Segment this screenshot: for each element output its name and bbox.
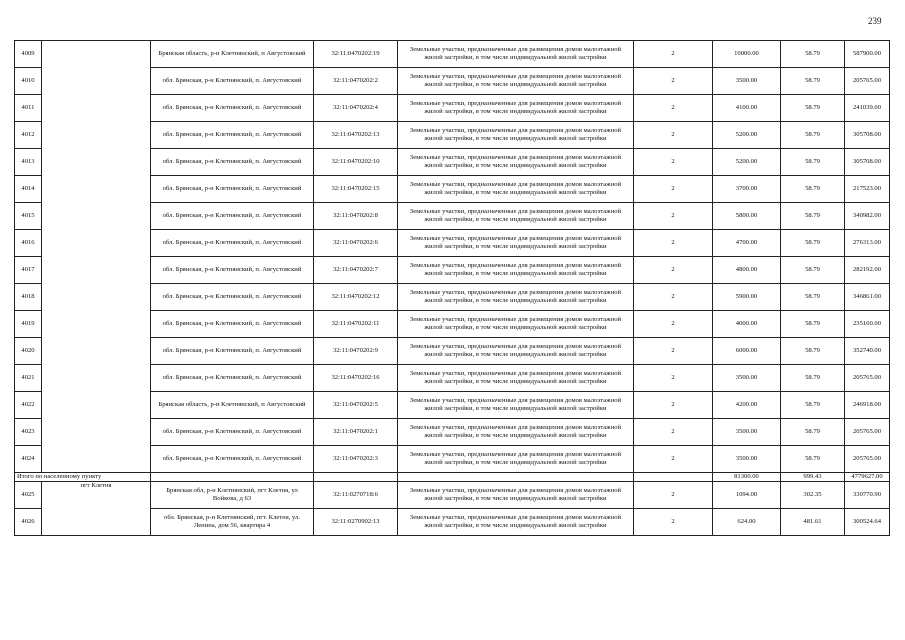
rate-cell: 58.79 (781, 176, 845, 203)
row-number: 4011 (15, 95, 42, 122)
group-cell: 2 (634, 95, 713, 122)
area-cell: 4200.00 (713, 392, 781, 419)
address-cell: обл. Брянская, р-н Клетнянский, п. Августовский (151, 95, 314, 122)
group-cell: 2 (634, 284, 713, 311)
address-cell: обл. Брянская, р-н Клетнянский, п. Августовский (151, 311, 314, 338)
row-number: 4022 (15, 392, 42, 419)
area-cell: 4700.00 (713, 230, 781, 257)
area-cell: 10000.00 (713, 41, 781, 68)
address-cell: обл. Брянская, р-н Клетнянский, п. Августовский (151, 230, 314, 257)
subtotal-rate: 999.43 (781, 473, 845, 482)
address-cell: обл. Брянская, р-н Клетнянский, пгт. Клетня, ул. Ленина, дом 56, квартира 4 (151, 509, 314, 536)
rate-cell: 58.79 (781, 95, 845, 122)
rate-cell: 58.79 (781, 446, 845, 473)
group-cell: 2 (634, 419, 713, 446)
group-cell: 2 (634, 392, 713, 419)
address-cell: обл. Брянская, р-н Клетнянский, п. Августовский (151, 122, 314, 149)
cadastral-number: 32:11:0470202:9 (314, 338, 398, 365)
group-cell: 2 (634, 68, 713, 95)
address-cell: Брянская область, р-н Клетнянский, п Августовский (151, 41, 314, 68)
area-cell: 5800.00 (713, 203, 781, 230)
rate-cell: 58.79 (781, 311, 845, 338)
subtotal-area: 81300.00 (713, 473, 781, 482)
land-use-cell: Земельные участки, предназначенные для размещения домов малоэтажной жилой застройки, в том числе индивидуальной жилой застройки (398, 365, 634, 392)
cadastral-value-cell: 305708.00 (845, 122, 890, 149)
cadastral-value-cell: 241039.00 (845, 95, 890, 122)
area-cell: 624.00 (713, 509, 781, 536)
area-cell: 5200.00 (713, 149, 781, 176)
area-cell: 3500.00 (713, 365, 781, 392)
cadastral-value-cell: 205765.00 (845, 365, 890, 392)
group-cell: 2 (634, 365, 713, 392)
rate-cell: 58.79 (781, 203, 845, 230)
area-cell: 5900.00 (713, 284, 781, 311)
land-use-cell: Земельные участки, предназначенные для размещения домов малоэтажной жилой застройки, в том числе индивидуальной жилой застройки (398, 203, 634, 230)
rate-cell: 481.61 (781, 509, 845, 536)
area-cell: 4100.00 (713, 95, 781, 122)
locality-cell: пгт Клетня (42, 482, 151, 536)
address-cell: обл. Брянская, р-н Клетнянский, п. Августовский (151, 365, 314, 392)
land-use-cell: Земельные участки, предназначенные для размещения домов малоэтажной жилой застройки, в том числе индивидуальной жилой застройки (398, 95, 634, 122)
empty-cell (151, 473, 314, 482)
cadastral-number: 32:11:0470202:8 (314, 203, 398, 230)
empty-cell (314, 473, 398, 482)
table-row (15, 41, 890, 68)
group-cell: 2 (634, 122, 713, 149)
row-number: 4025 (15, 482, 42, 509)
group-cell: 2 (634, 257, 713, 284)
cadastral-number: 32:11:0470202:15 (314, 176, 398, 203)
cadastral-value-cell: 587900.00 (845, 41, 890, 68)
rate-cell: 58.79 (781, 68, 845, 95)
cadastral-value-cell: 246918.00 (845, 392, 890, 419)
group-cell: 2 (634, 509, 713, 536)
row-number: 4019 (15, 311, 42, 338)
row-number: 4020 (15, 338, 42, 365)
cadastral-number: 32:11:0470202:16 (314, 365, 398, 392)
cadastral-number: 32:11:0470202:7 (314, 257, 398, 284)
rate-cell: 58.79 (781, 419, 845, 446)
area-cell: 3500.00 (713, 68, 781, 95)
row-number: 4012 (15, 122, 42, 149)
group-cell: 2 (634, 446, 713, 473)
subtotal-value: 4779627.00 (845, 473, 890, 482)
land-use-cell: Земельные участки, предназначенные для размещения домов малоэтажной жилой застройки, в том числе индивидуальной жилой застройки (398, 419, 634, 446)
address-cell: обл. Брянская, р-н Клетнянский, п. Августовский (151, 284, 314, 311)
subtotal-row (15, 473, 890, 482)
cadastral-number: 32:11:0470202:12 (314, 284, 398, 311)
land-use-cell: Земельные участки, предназначенные для размещения домов малоэтажной жилой застройки, в том числе индивидуальной жилой застройки (398, 230, 634, 257)
rate-cell: 58.79 (781, 41, 845, 68)
rate-cell: 58.79 (781, 122, 845, 149)
cadastral-number: 32:11:0270902:13 (314, 509, 398, 536)
group-cell: 2 (634, 230, 713, 257)
page-number: 239 (868, 16, 882, 26)
land-use-cell: Земельные участки, предназначенные для размещения домов малоэтажной жилой застройки, в том числе индивидуальной жилой застройки (398, 284, 634, 311)
cadastral-number: 32:11:0470202:10 (314, 149, 398, 176)
rate-cell: 58.79 (781, 257, 845, 284)
address-cell: обл. Брянская, р-н Клетнянский, п. Августовский (151, 446, 314, 473)
cadastral-value-cell: 340982.00 (845, 203, 890, 230)
cadastral-value-cell: 205765.00 (845, 419, 890, 446)
cadastral-value-cell: 305708.00 (845, 149, 890, 176)
row-number: 4018 (15, 284, 42, 311)
empty-cell (634, 473, 713, 482)
area-cell: 4000.00 (713, 311, 781, 338)
group-cell: 2 (634, 338, 713, 365)
address-cell: обл. Брянская, р-н Клетнянский, п. Августовский (151, 419, 314, 446)
cadastral-number: 32:11:0470202:6 (314, 230, 398, 257)
row-number: 4013 (15, 149, 42, 176)
row-number: 4017 (15, 257, 42, 284)
group-cell: 2 (634, 311, 713, 338)
row-number: 4014 (15, 176, 42, 203)
cadastral-value-cell: 282192.00 (845, 257, 890, 284)
land-use-cell: Земельные участки, предназначенные для размещения домов малоэтажной жилой застройки, в том числе индивидуальной жилой застройки (398, 122, 634, 149)
land-use-cell: Земельные участки, предназначенные для размещения домов малоэтажной жилой застройки, в том числе индивидуальной жилой застройки (398, 446, 634, 473)
table-body (15, 41, 890, 536)
cadastral-value-cell: 205765.00 (845, 446, 890, 473)
cadastral-value-cell: 346861.00 (845, 284, 890, 311)
address-cell: обл. Брянская, р-н Клетнянский, п. Августовский (151, 149, 314, 176)
row-number: 4026 (15, 509, 42, 536)
rate-cell: 58.79 (781, 149, 845, 176)
area-cell: 6000.00 (713, 338, 781, 365)
address-cell: обл. Брянская, р-н Клетнянский, п. Августовский (151, 338, 314, 365)
area-cell: 1094.00 (713, 482, 781, 509)
rate-cell: 58.79 (781, 392, 845, 419)
group-cell: 2 (634, 482, 713, 509)
cadastral-number: 32:11:0470202:19 (314, 41, 398, 68)
land-use-cell: Земельные участки, предназначенные для размещения домов малоэтажной жилой застройки, в том числе индивидуальной жилой застройки (398, 482, 634, 509)
cadastral-value-cell: 352740.00 (845, 338, 890, 365)
group-cell: 2 (634, 41, 713, 68)
address-cell: Брянская обл, р-н Клетнянский, пгт Клетня, ул Войкова, д 63 (151, 482, 314, 509)
land-use-cell: Земельные участки, предназначенные для размещения домов малоэтажной жилой застройки, в том числе индивидуальной жилой застройки (398, 41, 634, 68)
land-use-cell: Земельные участки, предназначенные для размещения домов малоэтажной жилой застройки, в том числе индивидуальной жилой застройки (398, 149, 634, 176)
cadastral-number: 32:11:0470202:4 (314, 95, 398, 122)
address-cell: обл. Брянская, р-н Клетнянский, п. Августовский (151, 68, 314, 95)
cadastral-number: 32:11:0270718:6 (314, 482, 398, 509)
land-use-cell: Земельные участки, предназначенные для размещения домов малоэтажной жилой застройки, в том числе индивидуальной жилой застройки (398, 509, 634, 536)
rate-cell: 58.79 (781, 365, 845, 392)
land-use-cell: Земельные участки, предназначенные для размещения домов малоэтажной жилой застройки, в том числе индивидуальной жилой застройки (398, 176, 634, 203)
rate-cell: 58.79 (781, 230, 845, 257)
area-cell: 4800.00 (713, 257, 781, 284)
row-number: 4016 (15, 230, 42, 257)
rate-cell: 302.35 (781, 482, 845, 509)
cadastral-value-cell: 300524.64 (845, 509, 890, 536)
rate-cell: 58.79 (781, 284, 845, 311)
area-cell: 5200.00 (713, 122, 781, 149)
cadastral-value-cell: 330770.90 (845, 482, 890, 509)
land-use-cell: Земельные участки, предназначенные для размещения домов малоэтажной жилой застройки, в том числе индивидуальной жилой застройки (398, 311, 634, 338)
cadastral-number: 32:11:0470202:1 (314, 419, 398, 446)
address-cell: обл. Брянская, р-н Клетнянский, п. Августовский (151, 203, 314, 230)
land-use-cell: Земельные участки, предназначенные для размещения домов малоэтажной жилой застройки, в том числе индивидуальной жилой застройки (398, 68, 634, 95)
locality-cell (42, 41, 151, 473)
group-cell: 2 (634, 176, 713, 203)
subtotal-label: Итого по населенному пункту (15, 473, 151, 482)
row-number: 4015 (15, 203, 42, 230)
row-number: 4009 (15, 41, 42, 68)
row-number: 4024 (15, 446, 42, 473)
land-register-table (14, 40, 890, 536)
cadastral-value-cell: 205765.00 (845, 68, 890, 95)
area-cell: 3500.00 (713, 446, 781, 473)
row-number: 4010 (15, 68, 42, 95)
cadastral-value-cell: 217523.00 (845, 176, 890, 203)
land-use-cell: Земельные участки, предназначенные для размещения домов малоэтажной жилой застройки, в том числе индивидуальной жилой застройки (398, 338, 634, 365)
cadastral-number: 32:11:0470202:13 (314, 122, 398, 149)
land-use-cell: Земельные участки, предназначенные для размещения домов малоэтажной жилой застройки, в том числе индивидуальной жилой застройки (398, 257, 634, 284)
cadastral-value-cell: 276313.00 (845, 230, 890, 257)
address-cell: обл. Брянская, р-н Клетнянский, п. Августовский (151, 257, 314, 284)
empty-cell (398, 473, 634, 482)
group-cell: 2 (634, 149, 713, 176)
cadastral-number: 32:11:0470202:2 (314, 68, 398, 95)
cadastral-number: 32:11:0470202:3 (314, 446, 398, 473)
address-cell: Брянская область, р-н Клетнянский, п Августовский (151, 392, 314, 419)
row-number: 4023 (15, 419, 42, 446)
cadastral-number: 32:11:0470202:5 (314, 392, 398, 419)
table-row (15, 482, 890, 509)
cadastral-number: 32:11:0470202:11 (314, 311, 398, 338)
land-use-cell: Земельные участки, предназначенные для размещения домов малоэтажной жилой застройки, в том числе индивидуальной жилой застройки (398, 392, 634, 419)
row-number: 4021 (15, 365, 42, 392)
area-cell: 3700.00 (713, 176, 781, 203)
cadastral-value-cell: 235160.00 (845, 311, 890, 338)
address-cell: обл. Брянская, р-н Клетнянский, п. Августовский (151, 176, 314, 203)
rate-cell: 58.79 (781, 338, 845, 365)
group-cell: 2 (634, 203, 713, 230)
area-cell: 3500.00 (713, 419, 781, 446)
